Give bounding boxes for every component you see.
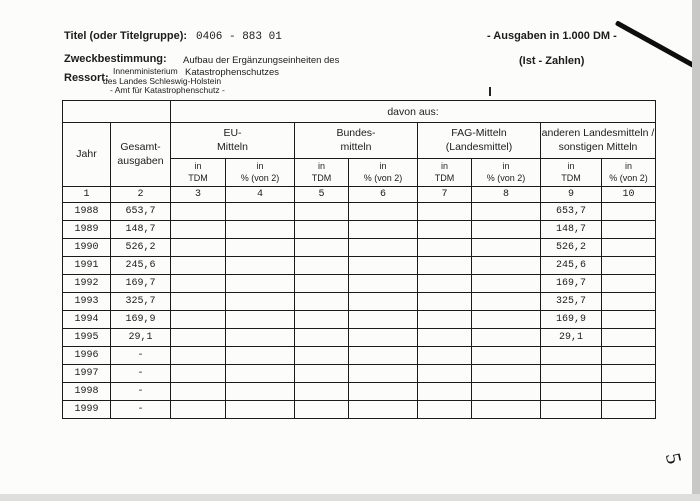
col-num-1: 1 <box>63 187 111 203</box>
ressort-line2: des Landes Schleswig-Holstein <box>103 76 222 86</box>
cell-col-2: - <box>111 365 171 383</box>
cell-col-6 <box>349 311 418 329</box>
cell-col-8 <box>472 239 541 257</box>
sub-header-bundes-tdm <box>295 159 349 187</box>
cell-col-3 <box>171 293 226 311</box>
cell-col-2: 653,7 <box>111 203 171 221</box>
col-num-6: 6 <box>349 187 418 203</box>
cell-col-2: 29,1 <box>111 329 171 347</box>
cell-col-3 <box>171 329 226 347</box>
table-row <box>63 383 656 401</box>
cell-col-10 <box>602 275 656 293</box>
sub-in: in <box>440 160 448 171</box>
sub-header-bundes-pct <box>349 159 418 187</box>
cell-col-4 <box>226 221 295 239</box>
zweck-label: Zweckbestimmung: <box>64 53 167 65</box>
cell-col-10 <box>602 221 656 239</box>
cell-col-8 <box>472 293 541 311</box>
sub-in: in <box>502 160 510 171</box>
col-num-9: 9 <box>541 187 602 203</box>
ausgaben-note: - Ausgaben in 1.000 DM - <box>487 30 617 42</box>
cell-col-1: 1990 <box>63 239 111 257</box>
cell-col-1: 1995 <box>63 329 111 347</box>
scan-edge-right <box>692 0 700 501</box>
col-num-4: 4 <box>226 187 295 203</box>
cell-col-3 <box>171 311 226 329</box>
sub-header-eu-pct <box>226 159 295 187</box>
cell-col-8 <box>472 383 541 401</box>
cell-col-6 <box>349 275 418 293</box>
cell-col-2: - <box>111 383 171 401</box>
cell-col-4 <box>226 365 295 383</box>
cell-col-10 <box>602 203 656 221</box>
sub-header-fag-pct <box>472 159 541 187</box>
table-body <box>63 203 656 419</box>
cell-col-4 <box>226 329 295 347</box>
handwritten-page-number: 5 <box>660 450 687 467</box>
cell-col-6 <box>349 293 418 311</box>
cell-col-9: 148,7 <box>541 221 602 239</box>
col-num-2: 2 <box>111 187 171 203</box>
ressort-line3: - Amt für Katastrophenschutz - <box>110 85 225 95</box>
cell-col-3 <box>171 401 226 419</box>
cell-col-10 <box>602 383 656 401</box>
cell-col-8 <box>472 329 541 347</box>
zweck-value-line1: Aufbau der Ergänzungseinheiten des <box>183 55 340 66</box>
cell-col-3 <box>171 383 226 401</box>
group-header-fag <box>418 123 541 159</box>
cell-col-6 <box>349 329 418 347</box>
cell-col-1: 1992 <box>63 275 111 293</box>
table-row <box>63 203 656 221</box>
ressort-line1: Innenministerium <box>113 66 178 76</box>
andere-line2: sonstigen Mitteln <box>558 140 638 153</box>
cell-col-8 <box>472 311 541 329</box>
cell-col-7 <box>418 275 472 293</box>
col-header-jahr: Jahr <box>63 123 111 187</box>
cell-col-4 <box>226 275 295 293</box>
davon-aus-label: davon aus: <box>171 101 656 123</box>
ressort-label: Ressort: <box>64 72 109 84</box>
cell-col-6 <box>349 257 418 275</box>
cell-col-9 <box>541 401 602 419</box>
cell-col-5 <box>295 203 349 221</box>
cell-col-8 <box>472 347 541 365</box>
cell-col-10 <box>602 365 656 383</box>
cell-col-2: 245,6 <box>111 257 171 275</box>
cell-col-3 <box>171 257 226 275</box>
cell-col-10 <box>602 311 656 329</box>
cell-col-10 <box>602 347 656 365</box>
andere-line1: anderen Landesmitteln / <box>541 127 655 140</box>
cell-col-4 <box>226 401 295 419</box>
cell-col-6 <box>349 383 418 401</box>
ist-note: (Ist - Zahlen) <box>519 55 585 67</box>
table-row <box>63 401 656 419</box>
cell-col-5 <box>295 311 349 329</box>
cell-col-9: 526,2 <box>541 239 602 257</box>
column-number-row <box>63 187 656 203</box>
group-header-bundes <box>295 123 418 159</box>
cell-col-7 <box>418 311 472 329</box>
cell-col-2: 148,7 <box>111 221 171 239</box>
cell-col-3 <box>171 347 226 365</box>
cell-col-5 <box>295 239 349 257</box>
group-header-eu <box>171 123 295 159</box>
cell-col-2: 169,7 <box>111 275 171 293</box>
cell-col-6 <box>349 203 418 221</box>
bundes-line2: mitteln <box>340 140 372 153</box>
gesamt-line1: Gesamt- <box>120 141 161 154</box>
cell-col-4 <box>226 311 295 329</box>
cell-col-3 <box>171 365 226 383</box>
table-row <box>63 221 656 239</box>
scan-mark-diagonal <box>615 20 700 71</box>
gesamt-line2: ausgaben <box>117 154 164 167</box>
group-header-row <box>63 123 656 159</box>
cell-col-3 <box>171 221 226 239</box>
table-row <box>63 311 656 329</box>
cell-col-2: - <box>111 401 171 419</box>
sub-tdm: TDM <box>561 172 581 183</box>
table-row <box>63 365 656 383</box>
cell-col-7 <box>418 383 472 401</box>
cell-col-10 <box>602 239 656 257</box>
cell-col-9: 325,7 <box>541 293 602 311</box>
cell-col-7 <box>418 257 472 275</box>
cell-col-7 <box>418 293 472 311</box>
cell-col-8 <box>472 221 541 239</box>
sub-tdm: TDM <box>311 172 332 183</box>
cell-col-5 <box>295 347 349 365</box>
cell-col-5 <box>295 401 349 419</box>
cell-col-3 <box>171 203 226 221</box>
cell-col-9: 653,7 <box>541 203 602 221</box>
sub-in: in <box>194 160 202 171</box>
cell-col-4 <box>226 383 295 401</box>
header-spacer <box>63 101 171 123</box>
cell-col-9: 169,7 <box>541 275 602 293</box>
col-num-10: 10 <box>602 187 656 203</box>
sub-header-fag-tdm <box>418 159 472 187</box>
cell-col-8 <box>472 257 541 275</box>
table-row <box>63 239 656 257</box>
sub-header-eu-tdm <box>171 159 226 187</box>
cell-col-1: 1996 <box>63 347 111 365</box>
cell-col-2: 169,9 <box>111 311 171 329</box>
sub-pct: % (von 2) <box>240 172 280 183</box>
cell-col-4 <box>226 203 295 221</box>
sub-tdm: TDM <box>188 172 208 183</box>
cell-col-4 <box>226 257 295 275</box>
cell-col-6 <box>349 365 418 383</box>
sub-in: in <box>379 160 387 171</box>
table-row <box>63 329 656 347</box>
cell-col-8 <box>472 401 541 419</box>
cell-col-6 <box>349 221 418 239</box>
cell-col-1: 1991 <box>63 257 111 275</box>
cell-col-9: 169,9 <box>541 311 602 329</box>
cell-col-5 <box>295 383 349 401</box>
fag-line2: (Landesmittel) <box>445 140 513 153</box>
eu-line1: EU- <box>223 127 242 140</box>
cell-col-5 <box>295 275 349 293</box>
cell-col-1: 1994 <box>63 311 111 329</box>
titel-label: Titel (oder Titelgruppe): <box>64 30 188 42</box>
col-num-3: 3 <box>171 187 226 203</box>
cell-col-8 <box>472 365 541 383</box>
cell-col-7 <box>418 221 472 239</box>
titel-value: 0406 - 883 01 <box>196 31 282 43</box>
cell-col-10 <box>602 293 656 311</box>
cell-col-9 <box>541 347 602 365</box>
cell-col-4 <box>226 239 295 257</box>
group-header-andere <box>541 123 656 159</box>
fag-line1: FAG-Mitteln <box>451 127 507 140</box>
col-num-5: 5 <box>295 187 349 203</box>
eu-line2: Mitteln <box>217 140 248 153</box>
bundes-line1: Bundes- <box>336 127 376 140</box>
table-row <box>63 257 656 275</box>
cell-col-8 <box>472 275 541 293</box>
sub-pct: % (von 2) <box>486 172 526 183</box>
cell-col-9 <box>541 383 602 401</box>
cell-col-9: 245,6 <box>541 257 602 275</box>
cell-col-6 <box>349 401 418 419</box>
cell-col-5 <box>295 329 349 347</box>
table-row <box>63 293 656 311</box>
cell-col-7 <box>418 329 472 347</box>
cell-col-7 <box>418 203 472 221</box>
sub-in: in <box>567 160 575 171</box>
sub-header-andere-pct <box>602 159 656 187</box>
cell-col-1: 1989 <box>63 221 111 239</box>
cell-col-1: 1997 <box>63 365 111 383</box>
col-num-7: 7 <box>418 187 472 203</box>
cell-col-7 <box>418 365 472 383</box>
cell-col-5 <box>295 257 349 275</box>
sub-in: in <box>317 160 325 171</box>
cell-col-10 <box>602 401 656 419</box>
cell-col-5 <box>295 221 349 239</box>
scan-artifact-tick <box>489 87 491 96</box>
cell-col-7 <box>418 347 472 365</box>
scan-edge-bottom <box>0 494 700 501</box>
cell-col-4 <box>226 293 295 311</box>
sub-tdm: TDM <box>434 172 455 183</box>
cell-col-7 <box>418 401 472 419</box>
cell-col-1: 1988 <box>63 203 111 221</box>
expenditure-table <box>62 100 656 419</box>
cell-col-2: 325,7 <box>111 293 171 311</box>
sub-header-andere-tdm <box>541 159 602 187</box>
sub-in: in <box>624 160 632 171</box>
cell-col-4 <box>226 347 295 365</box>
cell-col-7 <box>418 239 472 257</box>
sub-pct: % (von 2) <box>363 172 403 183</box>
zweck-value-line2: Katastrophenschutzes <box>185 67 280 78</box>
col-header-gesamtausgaben <box>111 123 171 187</box>
table-row <box>63 347 656 365</box>
cell-col-3 <box>171 239 226 257</box>
cell-col-8 <box>472 203 541 221</box>
cell-col-6 <box>349 239 418 257</box>
cell-col-6 <box>349 347 418 365</box>
cell-col-1: 1999 <box>63 401 111 419</box>
cell-col-2: - <box>111 347 171 365</box>
cell-col-3 <box>171 275 226 293</box>
cell-col-2: 526,2 <box>111 239 171 257</box>
cell-col-1: 1993 <box>63 293 111 311</box>
sub-pct: % (von 2) <box>609 172 648 183</box>
cell-col-10 <box>602 329 656 347</box>
col-num-8: 8 <box>472 187 541 203</box>
davon-aus-row <box>63 101 656 123</box>
table-row <box>63 275 656 293</box>
cell-col-9 <box>541 365 602 383</box>
cell-col-1: 1998 <box>63 383 111 401</box>
cell-col-9: 29,1 <box>541 329 602 347</box>
cell-col-10 <box>602 257 656 275</box>
cell-col-5 <box>295 293 349 311</box>
cell-col-5 <box>295 365 349 383</box>
sub-in: in <box>256 160 264 171</box>
